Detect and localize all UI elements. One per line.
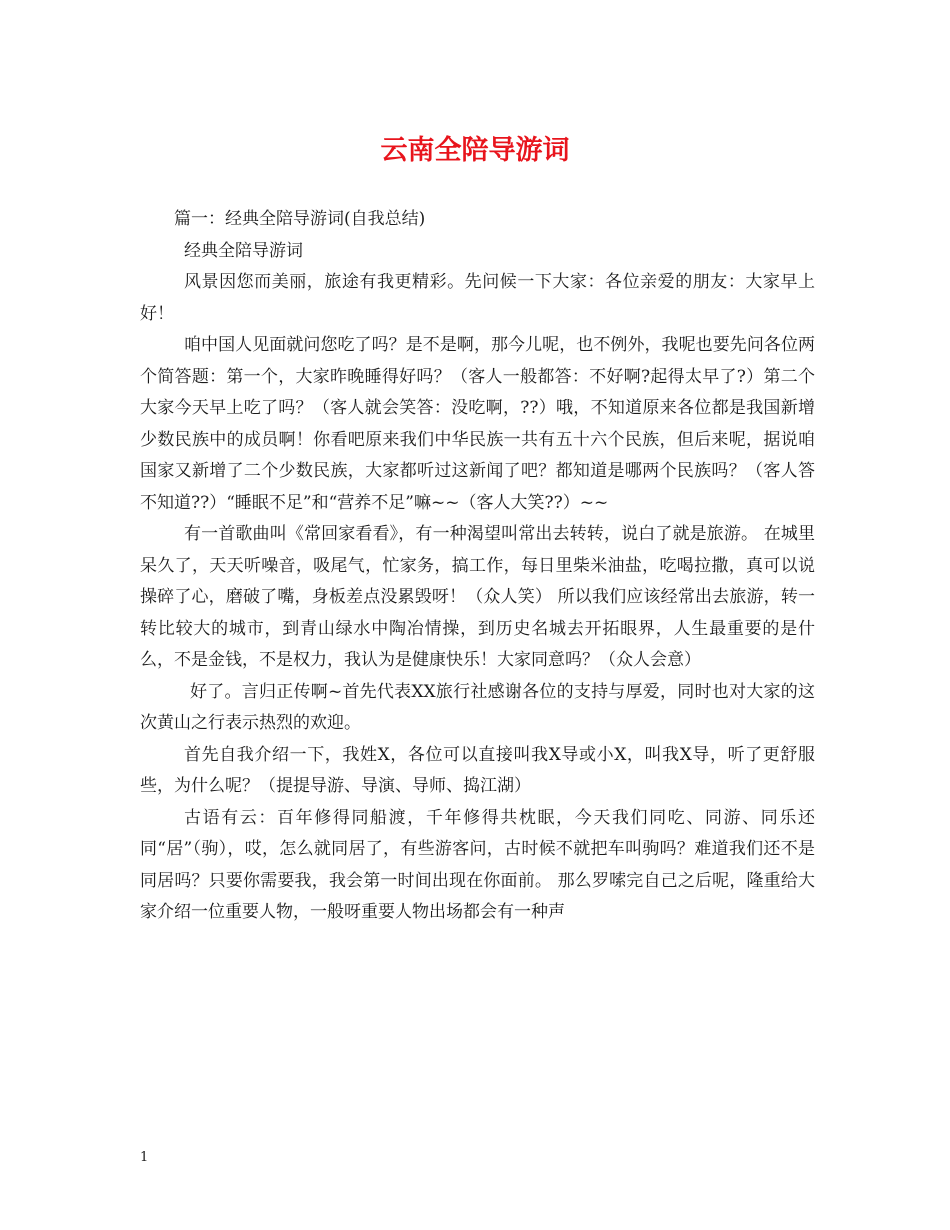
paragraph: 咱中国人见面就问您吃了吗？是不是啊，那今儿呢，也不例外，我呢也要先问各位两个简答题：第一个，大家昨晚睡得好吗？（客人一般都答：不好啊?起得太早了?）第二个大家今天早上吃了吗？（客人就会笑答：没吃啊，??）哦，不知道原来各位都是我国新增少数民族中的成员啊！你看吧原来我们中华民族一共有五十六个民族，但后来呢，据说咱国家又新增了二个少数民族，大家都听过这新闻了吧？都知道是哪两个民族吗？（客人答不知道??）“睡眠不足”和“营养不足”嘛~~（客人大笑??）~~	[140, 335, 815, 513]
document-title: 云南全陪导游词	[380, 135, 570, 166]
paragraph: 风景因您而美丽，旅途有我更精彩。先问候一下大家：各位亲爱的朋友：大家早上好！	[140, 272, 815, 324]
paragraph: 古语有云：百年修得同船渡，千年修得共枕眠，今天我们同吃、同游、同乐还同“居”（驹），哎，怎么就同居了，有些游客问，古时候不就把车叫驹吗？难道我们还不是同居吗？只要你需要我，我会第一时间出现在你面前。 那么罗嗦完自己之后呢，隆重给大家介绍一位重要人物，一般呀重要人物出场都会有一种声	[140, 807, 815, 922]
paragraph: 有一首歌曲叫《常回家看看》，有一种渴望叫常出去转转，说白了就是旅游。 在城里呆久了，天天听噪音，吸尾气，忙家务，搞工作，每日里柴米油盐，吃喝拉撒，真可以说操碎了心，磨破了嘴，身板差点没累毁呀！（众人笑） 所以我们应该经常出去旅游，转一转比较大的城市，到青山绿水中陶冶情操，到历史名城去开拓眼界，人生最重要的是什么，不是金钱，不是权力，我认为是健康快乐！大家同意吗？（众人会意）	[140, 524, 815, 670]
paragraph: 首先自我介绍一下，我姓X，各位可以直接叫我X导或小X，叫我X导，听了更舒服些，为什么呢？（提提导游、导演、导师、捣江湖）	[140, 744, 815, 796]
paragraph: 好了。言归正传啊~首先代表XX旅行社感谢各位的支持与厚爱，同时也对大家的这次黄山之行表示热烈的欢迎。	[140, 681, 815, 733]
page-number: 1	[140, 1150, 149, 1165]
document-body	[140, 204, 815, 929]
section-heading: 篇一：经典全陪导游词(自我总结)	[174, 209, 426, 229]
section-subheading: 经典全陪导游词	[184, 240, 303, 261]
